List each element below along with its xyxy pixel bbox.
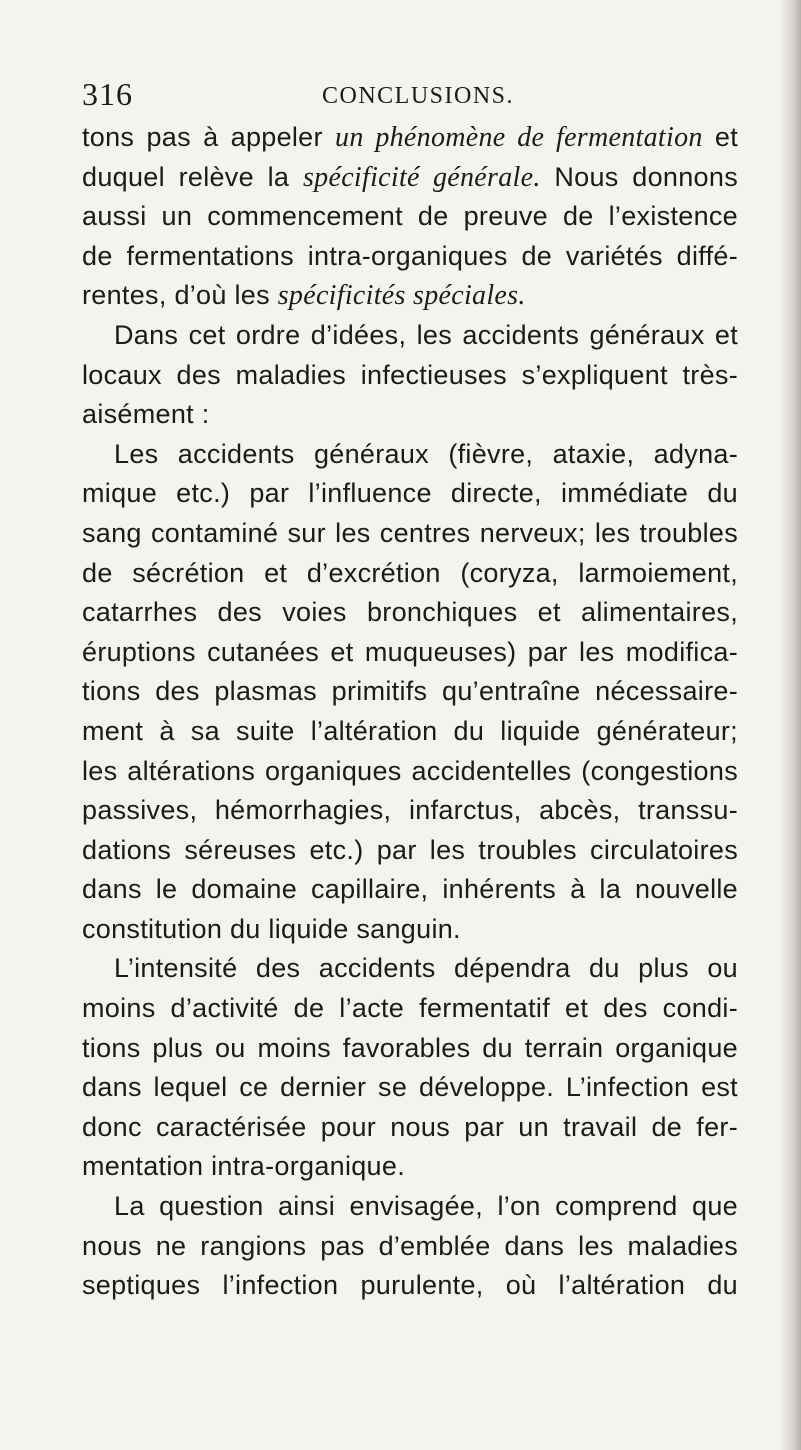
- page-header: [82, 72, 732, 116]
- text-line: [82, 593, 738, 633]
- text-run: de sécrétion et d’excrétion (coryza, larmoiement,: [82, 557, 738, 588]
- text-line: [82, 1068, 738, 1108]
- text-run: dans lequel ce dernier se développe. L’infection est: [82, 1072, 738, 1103]
- text-run: donc caractérisée pour nous par un travail de fer-: [82, 1111, 738, 1142]
- text-run: Nous donnons: [540, 161, 738, 192]
- text-run: tions plus ou moins favorables du terrain organique: [82, 1032, 738, 1063]
- text-line: [82, 949, 738, 989]
- text-run: les altérations organiques accidentelles (congestions: [82, 755, 738, 786]
- text-run: duquel relève la: [82, 161, 303, 192]
- text-line: [82, 197, 738, 237]
- text-run: Dans cet ordre d’idées, les accidents généraux et: [114, 319, 738, 350]
- italic-phrase: spécificité générale.: [302, 161, 541, 193]
- text-run: tions des plasmas primitifs qu’entraîne nécessaire-: [82, 676, 738, 707]
- text-line: [82, 237, 738, 277]
- text-line: [82, 1147, 738, 1187]
- text-line: [82, 1108, 738, 1148]
- text-line: [82, 791, 738, 831]
- text-line: [82, 633, 738, 673]
- italic-phrase: un phénomène de fermentation: [335, 122, 703, 153]
- text-run: moins d’activité de l’acte fermentatif et des condi-: [82, 993, 738, 1024]
- text-line: [82, 1266, 738, 1306]
- text-run: nous ne rangions pas d’emblée dans les maladies: [82, 1230, 738, 1261]
- text-line: [82, 474, 738, 514]
- running-head: CONCLUSIONS.: [322, 83, 515, 109]
- text-line: [82, 1029, 738, 1069]
- text-run: ment à sa suite l’altération du liquide générateur;: [82, 715, 738, 746]
- text-run: locaux des maladies infectieuses s’expliquent très-: [82, 359, 738, 390]
- text-run: sang contaminé sur les centres nerveux; les troubles: [82, 517, 738, 548]
- text-run: mentation intra-organique.: [82, 1151, 405, 1182]
- italic-phrase: spécificités spéciales.: [277, 280, 526, 312]
- text-run: de fermentations intra-organiques de variétés diffé-: [82, 240, 738, 271]
- text-run: mique etc.) par l’influence directe, immédiate du: [82, 478, 738, 509]
- text-line: [82, 1227, 738, 1267]
- text-line: [82, 989, 738, 1029]
- text-run: aussi un commencement de preuve de l’existence: [82, 201, 738, 232]
- text-line: [82, 712, 738, 752]
- text-run: dations séreuses etc.) par les troubles circulatoires: [82, 834, 738, 865]
- text-run: constitution du liquide sanguin.: [82, 913, 461, 944]
- text-line: [82, 276, 738, 316]
- text-run: L’intensité des accidents dépendra du plus ou: [114, 953, 738, 984]
- text-line: [82, 158, 738, 198]
- text-run: passives, hémorrhagies, infarctus, abcès, transsu-: [82, 795, 738, 826]
- text-run: septiques l’infection purulente, où l’altération du: [82, 1270, 738, 1301]
- text-line: [82, 356, 738, 396]
- text-run: catarrhes des voies bronchiques et alimentaires,: [82, 597, 738, 628]
- text-line: [82, 1187, 738, 1227]
- text-line: [82, 118, 738, 158]
- text-run: rentes, d’où les: [82, 280, 278, 311]
- text-line: [82, 554, 738, 594]
- text-line: [82, 514, 738, 554]
- text-line: [82, 435, 738, 475]
- text-line: [82, 910, 738, 950]
- text-run: et: [702, 122, 739, 152]
- text-line: [82, 672, 738, 712]
- text-run: La question ainsi envisagée, l’on comprend que: [114, 1191, 738, 1222]
- text-run: Les accidents généraux (fièvre, ataxie, adyna-: [114, 438, 738, 469]
- body-text: [82, 118, 738, 1306]
- text-run: éruptions cutanées et muqueuses) par les modifica-: [82, 636, 738, 667]
- text-line: [82, 752, 738, 792]
- text-line: [82, 395, 738, 435]
- text-line: [82, 831, 738, 871]
- text-line: [82, 316, 738, 356]
- text-run: aisément :: [82, 399, 210, 430]
- page-number: 316: [82, 76, 133, 112]
- text-run: dans le domaine capillaire, inhérents à la nouvelle: [82, 874, 738, 905]
- page-edge-shadow: [779, 0, 801, 1450]
- text-line: [82, 870, 738, 910]
- text-run: tons pas à appeler: [82, 122, 336, 152]
